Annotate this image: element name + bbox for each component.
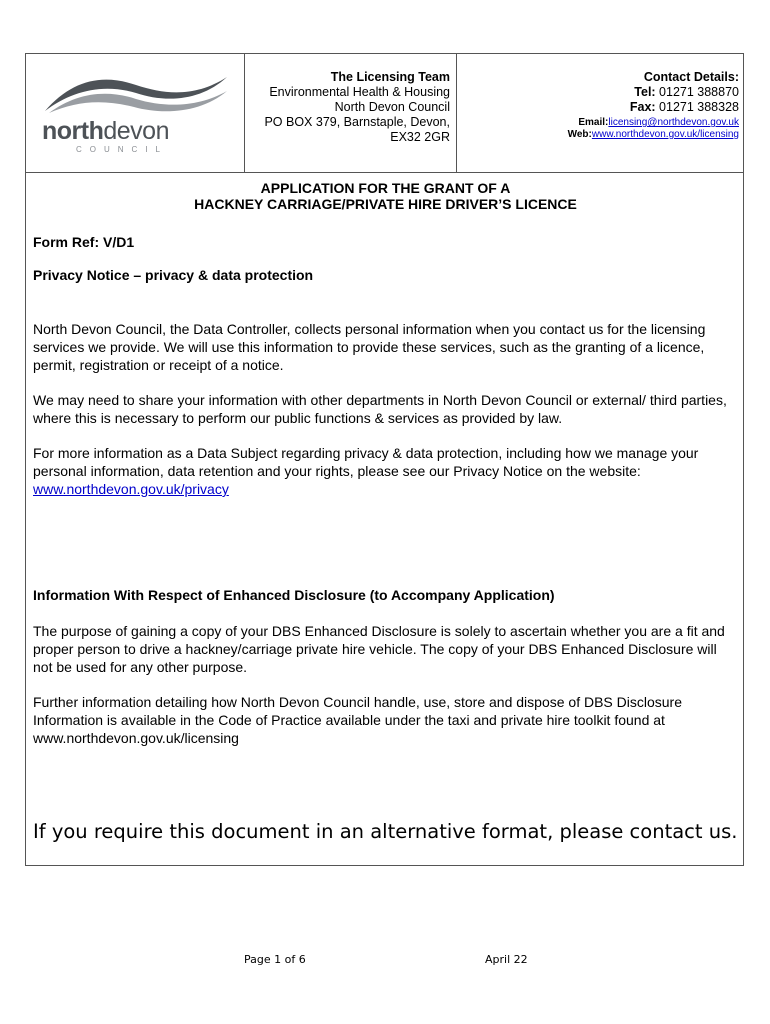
address-team: The Licensing Team <box>330 70 450 84</box>
address-line2: North Devon Council <box>334 100 450 114</box>
web-link[interactable]: www.northdevon.gov.uk/licensing <box>591 129 739 140</box>
privacy-para3: For more information as a Data Subject regarding privacy & data protection, including how we manage your personal information, data retention and your rights, please see our Privacy Notice on the website: www.northdevon.gov.uk/privacy <box>33 445 699 497</box>
contact-tel: Tel: 01271 388870 <box>634 85 739 99</box>
contact-email: Email:licensing@northdevon.gov.uk <box>578 117 739 128</box>
address-cell <box>244 54 457 172</box>
address-line3: PO BOX 379, Barnstaple, Devon, <box>264 115 450 129</box>
privacy-heading: Privacy Notice – privacy & data protection <box>33 267 314 283</box>
privacy-para1: North Devon Council, the Data Controller, collects personal information when you contact us for the licensing services we provide. We will use this information to provide these services, such as the granting of a licence, permit, registration or receipt of a notice. <box>33 321 706 373</box>
footer-page: Page 1 of 6 <box>244 953 306 966</box>
logo-subtitle: COUNCIL <box>76 145 169 154</box>
address-line4: EX32 2GR <box>390 130 450 144</box>
disclosure-para2: Further information detailing how North Devon Council handle, use, store and dispose of DBS Disclosure Information is available in the Code of Practice available under the taxi and private hire toolkit found at www.northdevon.gov.uk/licensing <box>33 694 683 746</box>
disclosure-heading: Information With Respect of Enhanced Disclosure (to Accompany Application) <box>33 587 555 603</box>
contact-fax: Fax: 01271 388328 <box>629 100 739 114</box>
header-row <box>26 54 743 173</box>
form-frame <box>25 53 744 866</box>
logo-wordmark: northdevon <box>42 117 169 145</box>
alt-format-notice: If you require this document in an alternative format, please contact us. <box>33 820 738 843</box>
footer-date: April 22 <box>485 953 528 966</box>
privacy-para2: We may need to share your information with other departments in North Devon Council or external/ third parties, where this is necessary to perform our public functions & services as provided by law. <box>33 392 727 426</box>
privacy-link[interactable]: www.northdevon.gov.uk/privacy <box>33 481 229 497</box>
form-ref: Form Ref: V/D1 <box>33 234 135 250</box>
address-block <box>264 70 450 145</box>
form-title: APPLICATION FOR THE GRANT OF A HACKNEY CARRIAGE/PRIVATE HIRE DRIVER’S LICENCE <box>194 180 577 212</box>
address-line1: Environmental Health & Housing <box>269 85 450 99</box>
contact-block <box>568 70 739 141</box>
contact-heading: Contact Details: <box>643 70 739 84</box>
logo-swoosh-icon <box>41 71 231 115</box>
logo-cell <box>26 54 245 172</box>
email-link[interactable]: licensing@northdevon.gov.uk <box>608 117 739 128</box>
contact-web: Web:www.northdevon.gov.uk/licensing <box>567 129 739 140</box>
disclosure-para1: The purpose of gaining a copy of your DBS Enhanced Disclosure is solely to ascertain whether you are a fit and proper person to drive a hackney/carriage private hire vehicle. The copy of your DBS Enhanced Disclosure will not be used for any other purpose. <box>33 623 725 675</box>
